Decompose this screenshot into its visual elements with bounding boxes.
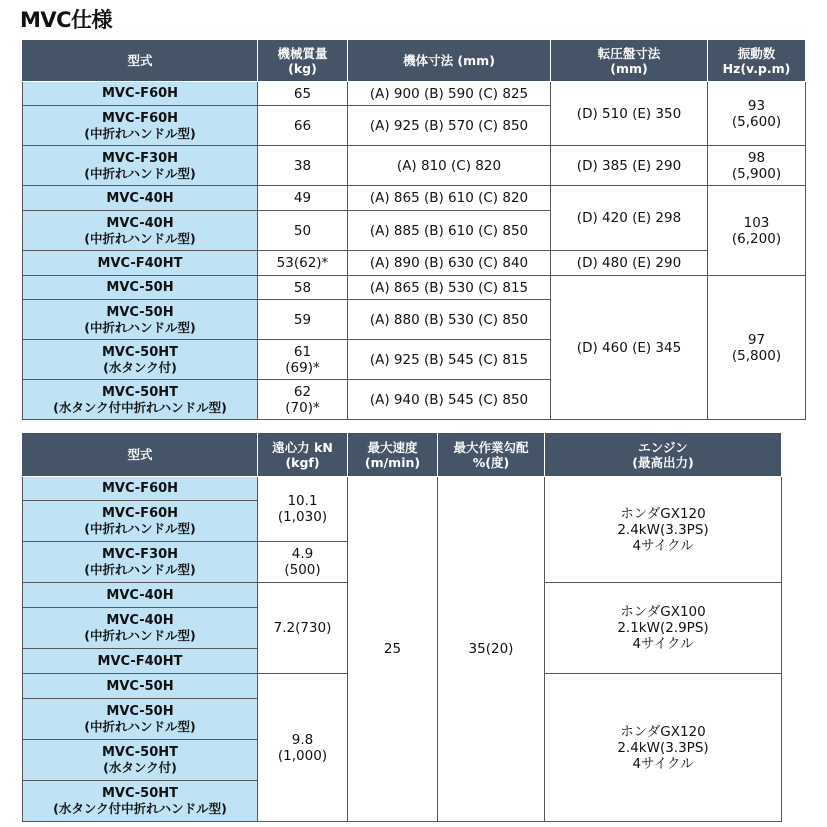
- frequency-cell: 97 (5,800): [708, 276, 806, 420]
- model-cell: MVC-50HT (水タンク付中折れハンドル型): [23, 380, 258, 420]
- spec-table-performance: [22, 432, 782, 822]
- model-cell: MVC-F30H (中折れハンドル型): [23, 146, 258, 186]
- header-weight: 機械質量 (kg): [258, 40, 348, 82]
- model-cell: MVC-F60H: [23, 82, 258, 106]
- weight-cell: 58: [258, 276, 348, 300]
- table2-header-row: [23, 433, 782, 477]
- engine-cell: ホンダGX120 2.4kW(3.3PS) 4サイクル: [545, 674, 782, 822]
- weight-cell: 65: [258, 82, 348, 106]
- model-cell: MVC-F60H (中折れハンドル型): [23, 106, 258, 146]
- body-dim-cell: (A) 925 (B) 545 (C) 815: [348, 340, 551, 380]
- engine-cell: ホンダGX100 2.1kW(2.9PS) 4サイクル: [545, 583, 782, 674]
- model-cell: MVC-F40HT: [23, 649, 258, 674]
- header-model: 型式: [23, 433, 258, 477]
- body-dim-cell: (A) 925 (B) 570 (C) 850: [348, 106, 551, 146]
- plate-dim-cell: (D) 510 (E) 350: [551, 82, 708, 146]
- header-engine: エンジン (最高出力): [545, 433, 782, 477]
- header-centrifugal-force: 遠心力 kN (kgf): [258, 433, 348, 477]
- model-cell: MVC-50HT (水タンク付中折れハンドル型): [23, 781, 258, 822]
- body-dim-cell: (A) 900 (B) 590 (C) 825: [348, 82, 551, 106]
- speed-cell: 25: [348, 477, 438, 822]
- header-max-slope: 最大作業勾配 %(度): [438, 433, 545, 477]
- model-cell: MVC-50H: [23, 674, 258, 699]
- header-plate-dimensions: 転圧盤寸法 (mm): [551, 40, 708, 82]
- model-cell: MVC-50H (中折れハンドル型): [23, 699, 258, 740]
- plate-dim-cell: (D) 460 (E) 345: [551, 276, 708, 420]
- model-cell: MVC-50H (中折れハンドル型): [23, 300, 258, 340]
- weight-cell: 38: [258, 146, 348, 186]
- table1-header-row: [23, 40, 806, 82]
- body-dim-cell: (A) 865 (B) 530 (C) 815: [348, 276, 551, 300]
- plate-dim-cell: (D) 420 (E) 298: [551, 186, 708, 251]
- body-dim-cell: (A) 885 (B) 610 (C) 850: [348, 211, 551, 251]
- table-row: [23, 186, 806, 211]
- force-cell: 9.8 (1,000): [258, 674, 348, 822]
- model-cell: MVC-50HT (水タンク付): [23, 340, 258, 380]
- force-cell: 4.9 (500): [258, 542, 348, 583]
- table-row: [23, 477, 782, 501]
- force-cell: 7.2(730): [258, 583, 348, 674]
- weight-cell: 66: [258, 106, 348, 146]
- body-dim-cell: (A) 880 (B) 530 (C) 850: [348, 300, 551, 340]
- engine-cell: ホンダGX120 2.4kW(3.3PS) 4サイクル: [545, 477, 782, 583]
- plate-dim-cell: (D) 480 (E) 290: [551, 251, 708, 276]
- weight-cell: 50: [258, 211, 348, 251]
- body-dim-cell: (A) 810 (C) 820: [348, 146, 551, 186]
- frequency-cell: 98 (5,900): [708, 146, 806, 186]
- force-cell: 10.1 (1,030): [258, 477, 348, 542]
- body-dim-cell: (A) 890 (B) 630 (C) 840: [348, 251, 551, 276]
- body-dim-cell: (A) 940 (B) 545 (C) 850: [348, 380, 551, 420]
- weight-cell: 49: [258, 186, 348, 211]
- model-cell: MVC-F60H: [23, 477, 258, 501]
- body-dim-cell: (A) 865 (B) 610 (C) 820: [348, 186, 551, 211]
- table-row: [23, 276, 806, 300]
- slope-cell: 35(20): [438, 477, 545, 822]
- weight-cell: 62 (70)*: [258, 380, 348, 420]
- header-body-dimensions: 機体寸法 (mm): [348, 40, 551, 82]
- spec-table-dimensions: [22, 39, 806, 420]
- model-cell: MVC-F40HT: [23, 251, 258, 276]
- frequency-cell: 103 (6,200): [708, 186, 806, 276]
- header-model: 型式: [23, 40, 258, 82]
- table-row: [23, 146, 806, 186]
- model-cell: MVC-F60H (中折れハンドル型): [23, 501, 258, 542]
- table-row: [23, 251, 806, 276]
- page-title: MVC仕様: [20, 8, 113, 32]
- model-cell: MVC-50H: [23, 276, 258, 300]
- model-cell: MVC-50HT (水タンク付): [23, 740, 258, 781]
- model-cell: MVC-F30H (中折れハンドル型): [23, 542, 258, 583]
- weight-cell: 53(62)*: [258, 251, 348, 276]
- header-max-speed: 最大速度 (m/min): [348, 433, 438, 477]
- frequency-cell: 93 (5,600): [708, 82, 806, 146]
- model-cell: MVC-40H: [23, 186, 258, 211]
- model-cell: MVC-40H (中折れハンドル型): [23, 608, 258, 649]
- model-cell: MVC-40H: [23, 583, 258, 608]
- weight-cell: 59: [258, 300, 348, 340]
- weight-cell: 61 (69)*: [258, 340, 348, 380]
- header-frequency: 振動数 Hz(v.p.m): [708, 40, 806, 82]
- table-row: [23, 82, 806, 106]
- model-cell: MVC-40H (中折れハンドル型): [23, 211, 258, 251]
- plate-dim-cell: (D) 385 (E) 290: [551, 146, 708, 186]
